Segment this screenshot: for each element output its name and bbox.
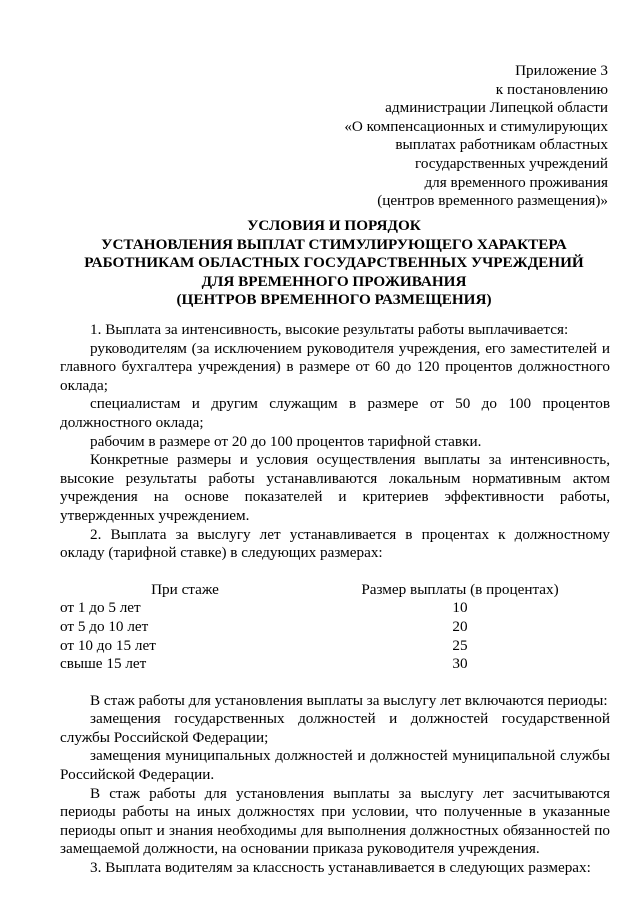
paragraph-seniority: 2. Выплата за выслугу лет устанавливается в процентах к должностному окладу (тарифной ставке) в следующих размерах:	[60, 525, 610, 562]
paragraph-state-service: замещения государственных должностей и должностей государственной службы Российской Федерации;	[60, 710, 610, 746]
table-cell-period: свыше 15 лет	[60, 655, 147, 673]
title-line: УСТАНОВЛЕНИЯ ВЫПЛАТ СТИМУЛИРУЮЩЕГО ХАРАКТЕРА	[101, 235, 567, 253]
paragraph-other-positions: В стаж работы для установления выплаты за выслугу лет засчитываются периоды работы на иных должностях при условии, что полученные в указанные периоды опыт и знания необходимы для выполнения должностных обязанностей по замещаемой должности, на основании приказа руководителя учреждения.	[60, 784, 610, 858]
appendix-line: к постановлению	[495, 80, 608, 98]
appendix-line: государственных учреждений	[414, 154, 608, 172]
table-cell-percent: 10	[452, 599, 468, 617]
paragraph-managers: руководителям (за исключением руководителя учреждения, его заместителей и главного бухгалтера учреждения) в размере от 60 до 120 процентов должностного оклада;	[60, 339, 610, 394]
paragraph-driver-class: 3. Выплата водителям за классность устанавливается в следующих размерах:	[90, 859, 591, 877]
appendix-block	[344, 62, 608, 211]
title-line: РАБОТНИКАМ ОБЛАСТНЫХ ГОСУДАРСТВЕННЫХ УЧРЕЖДЕНИЙ	[84, 254, 584, 272]
table-row	[60, 599, 610, 618]
appendix-line: (центров временного размещения)»	[377, 192, 608, 210]
table-header-cell: При стаже	[151, 580, 219, 598]
paragraph-specific-amounts: Конкретные размеры и условия осуществления выплаты за интенсивность, высокие результаты работы устанавливаются локальным нормативным актом учреждения на основе показателей и критериев эффективности работы, утвержденных учреждением.	[60, 451, 610, 524]
seniority-table-wrapper	[60, 581, 610, 692]
seniority-table	[60, 581, 610, 674]
spacer	[60, 563, 610, 581]
paragraph-service-periods: В стаж работы для установления выплаты за выслугу лет включаются периоды:	[90, 691, 608, 709]
appendix-line: Приложение 3	[515, 62, 608, 79]
title-line: ДЛЯ ВРЕМЕННОГО ПРОЖИВАНИЯ	[201, 272, 467, 290]
document-title	[60, 217, 608, 310]
title-line: УСЛОВИЯ И ПОРЯДОК	[247, 217, 421, 234]
appendix-line: для временного проживания	[424, 173, 608, 191]
appendix-line: администрации Липецкой области	[385, 99, 608, 117]
table-cell-percent: 20	[452, 617, 468, 635]
document-body	[60, 321, 610, 878]
table-row	[60, 655, 610, 674]
paragraph-intensity: 1. Выплата за интенсивность, высокие результаты работы выплачивается:	[90, 321, 569, 338]
table-header-row	[60, 581, 610, 600]
paragraph-specialists: специалистам и другим служащим в размере от 50 до 100 процентов должностного оклада;	[60, 395, 610, 431]
table-header-cell: Размер выплаты (в процентах)	[361, 580, 559, 598]
table-cell-period: от 5 до 10 лет	[60, 617, 149, 635]
table-row	[60, 618, 610, 637]
paragraph-workers: рабочим в размере от 20 до 100 процентов тарифной ставки.	[90, 432, 482, 450]
table-cell-period: от 1 до 5 лет	[60, 599, 141, 617]
table-cell-percent: 25	[452, 636, 468, 654]
table-cell-percent: 30	[452, 655, 468, 673]
table-cell-period: от 10 до 15 лет	[60, 636, 156, 654]
appendix-line: «О компенсационных и стимулирующих	[344, 117, 608, 135]
appendix-line: выплатах работникам областных	[395, 136, 608, 154]
title-line: (ЦЕНТРОВ ВРЕМЕННОГО РАЗМЕЩЕНИЯ)	[176, 291, 492, 309]
table-row	[60, 637, 610, 656]
paragraph-municipal-service: замещения муниципальных должностей и должностей муниципальной службы Российской Федерации.	[60, 747, 610, 784]
